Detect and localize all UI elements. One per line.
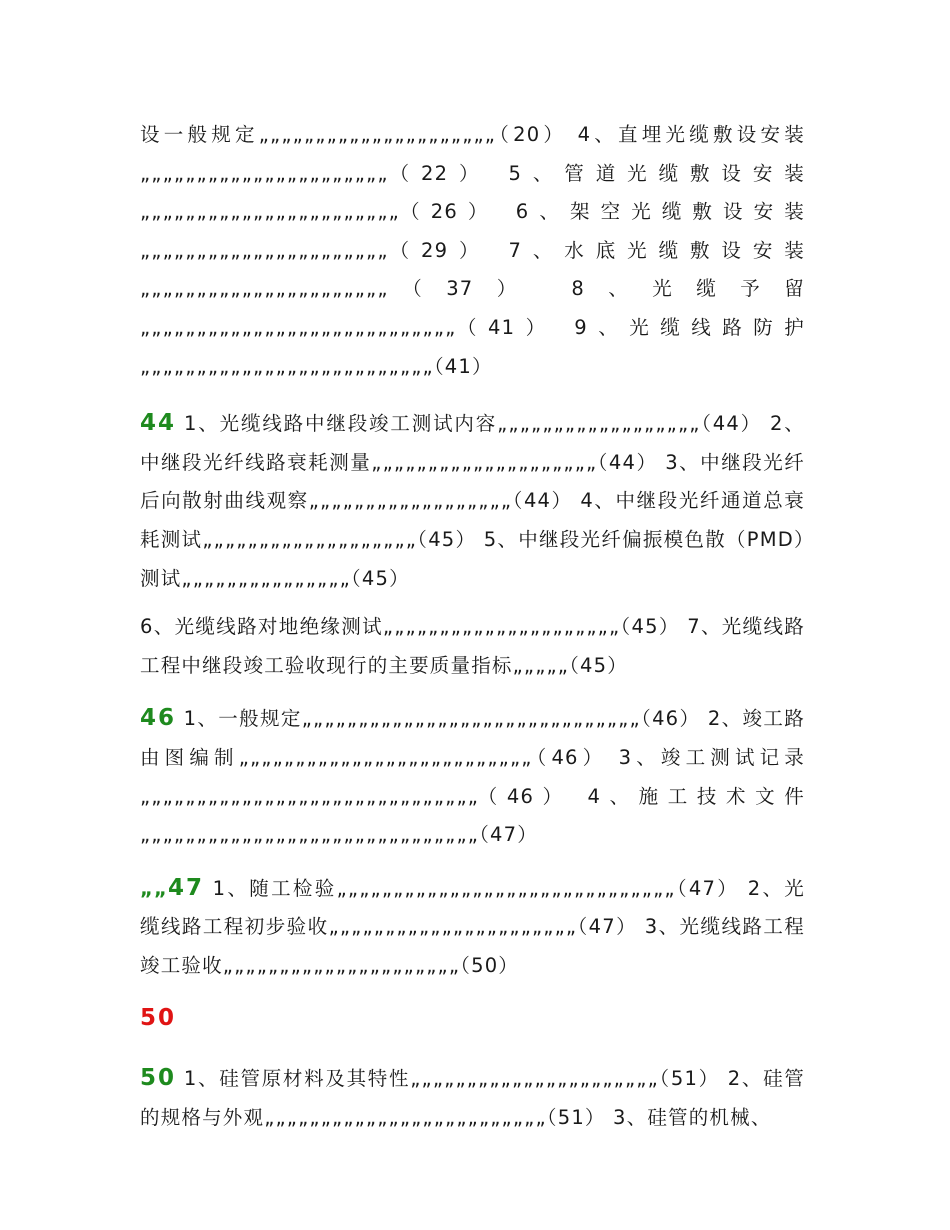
document-page — [140, 116, 805, 1146]
section-number: 50 — [140, 1065, 177, 1092]
toc-paragraph-6 — [140, 1059, 805, 1137]
toc-text: 1、硅管原材料及其特性„„„„„„„„„„„„„„„„„„„„„„（51） 2、硅管的规格与外观„„„„„„„„„„„„„„„„„„„„„„„„„（51） 3、硅管的机械、 — [140, 1067, 805, 1130]
chapter-number: 50 — [140, 1005, 177, 1032]
toc-text: 1、随工检验„„„„„„„„„„„„„„„„„„„„„„„„„„„„„„（47） 2、光缆线路工程初步验收„„„„„„„„„„„„„„„„„„„„„„（47） 3、光缆线路工程竣工验收„„„„„„„„„„„„„„„„„„„„„（50） — [140, 876, 805, 977]
toc-text: 1、光缆线路中继段竣工测试内容„„„„„„„„„„„„„„„„„„（44） 2、中继段光纤线路衰耗测量„„„„„„„„„„„„„„„„„„„„（44） 3、中继段光纤后向散射曲线观察„„„„„„„„„„„„„„„„„„（44） 4、中继段光纤通道总衰耗测试„„„„„„„„„„„„„„„„„„„（45） 5、中继段光纤偏振模色散（PMD）测试„„„„„„„„„„„„„„„（45） — [140, 412, 805, 590]
chapter-heading — [140, 1005, 805, 1049]
toc-text: 6、光缆线路对地绝缘测试„„„„„„„„„„„„„„„„„„„„„（45） 7、光缆线路工程中继段竣工验收现行的主要质量指标„„„„„（45） — [140, 615, 805, 677]
toc-paragraph-3 — [140, 608, 805, 685]
toc-text: 1、一般规定„„„„„„„„„„„„„„„„„„„„„„„„„„„„„„（46） 2、竣工路由图编制„„„„„„„„„„„„„„„„„„„„„„„„„„（46） 3、竣工测试记录„„„„„„„„„„„„„„„„„„„„„„„„„„„„„„（46） 4、施工技术文件„„„„„„„„„„„„„„„„„„„„„„„„„„„„„„（47） — [140, 707, 805, 847]
section-number: 46 — [140, 705, 177, 732]
toc-paragraph-4 — [140, 699, 805, 854]
section-number: 44 — [140, 410, 177, 437]
leader-dots: „„ — [140, 876, 169, 900]
toc-paragraph-2 — [140, 404, 805, 598]
section-number: 47 — [168, 874, 205, 901]
toc-paragraph-5 — [140, 869, 805, 986]
toc-paragraph-1 — [140, 116, 805, 386]
toc-text: 设一般规定„„„„„„„„„„„„„„„„„„„„„（20） 4、直埋光缆敷设安装„„„„„„„„„„„„„„„„„„„„„„（22） 5、管道光缆敷设安装„„„„„„„„„„„„„„„„„„„„„„„（26） 6、架空光缆敷设安装„„„„„„„„„„„„„„„„„„„„„„（29） 7、水底光缆敷设安装„„„„„„„„„„„„„„„„„„„„„„（37） 8、光缆予留„„„„„„„„„„„„„„„„„„„„„„„„„„„„（41） 9、光缆线路防护„„„„„„„„„„„„„„„„„„„„„„„„„„（41） — [140, 123, 805, 378]
